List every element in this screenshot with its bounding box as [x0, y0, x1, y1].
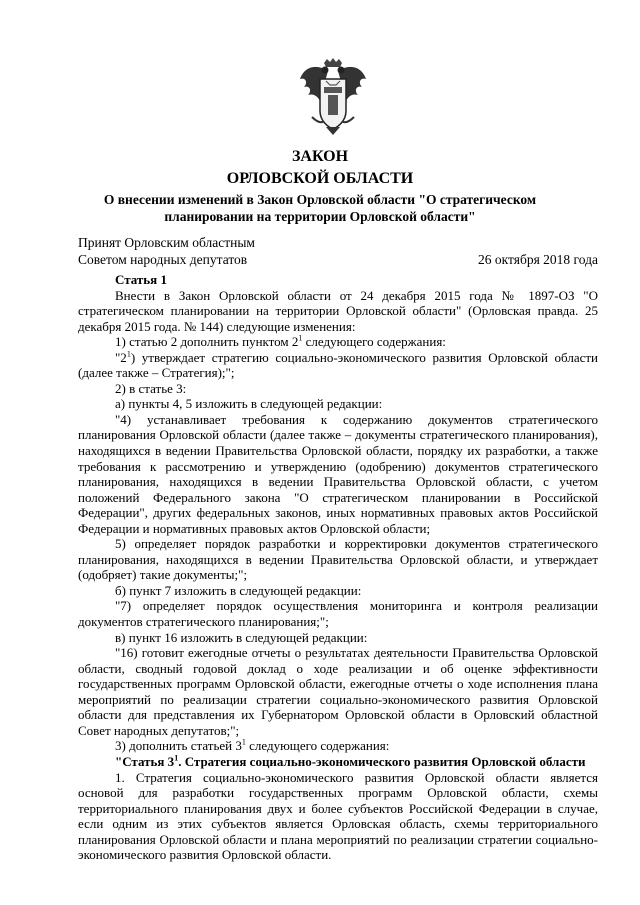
article-3-1-heading: "Статья $3^1$. Стратегия социально-экономического развития Орловской области	[115, 753, 586, 769]
paragraph: в) пункт 16 изложить в следующей редакции:	[115, 629, 368, 645]
paragraph: 3) дополнить статьей $3^1$ следующего содержания:	[115, 738, 390, 754]
paragraph: "7) определяет порядок осуществления мониторинга и контроля реализации документов стратегического планирования;";	[78, 598, 598, 630]
document-body	[78, 272, 598, 863]
law-title-region: ОРЛОВСКОЙ ОБЛАСТИ	[226, 170, 414, 187]
paragraph: "4) устанавливает требования к содержанию документов стратегического планирования Орловской области (далее также – документы стратегического планирования), находящихся в ведении Правительства Орловской области, порядку их разработки, а также требования к рассмотрению и утверждению (одобрению) документов стратегического планирования, находящихся в ведении Правительства Орловской области, с учетом положений Федерального закона "О стратегическом планировании в Российской Федерации", других федеральных законов, иных нормативных правовых актов Российской Федерации и нормативных правовых актов Орловской области;	[78, 411, 598, 536]
adoption-block	[78, 234, 598, 268]
law-subtitle: О внесении изменений в Закон Орловской области "О стратегическом планировании на территории Орловской области"	[103, 192, 537, 224]
article-heading: Статья 1	[115, 272, 167, 287]
article-intro: Внести в Закон Орловской области от 24 декабря 2015 года № 1897-ОЗ "О стратегическом планировании на территории Орловской области" (Орловская правда. 25 декабря 2015 года. № 144) следующие изменения:	[78, 287, 598, 334]
paragraph: "16) готовит ежегодные отчеты о результатах деятельности Правительства Орловской области, сводный годовой доклад о ходе реализации и об оценке эффективности государственных программ Орловской области, ежегодные отчеты о ходе исполнения плана мероприятий по реализации стратегии социально-экономического развития Орловской области для представления их Губернатором Орловской области в Орловский областной Совет народных депутатов;";	[78, 645, 598, 738]
paragraph: "$2^1$) утверждает стратегию социально-экономического развития Орловской области (далее также – Стратегия);";	[78, 349, 598, 381]
paragraph: а) пункты 4, 5 изложить в следующей редакции:	[115, 396, 383, 412]
adoption-date: 26 октября 2018 года	[478, 252, 598, 267]
paragraph: 5) определяет порядок разработки и корректировки документов стратегического планирования, находящихся в ведении Правительства Орловской области, и утверждает (одобряет) такие документы;";	[78, 536, 598, 583]
adoption-line-2: Советом народных депутатов	[78, 252, 248, 267]
paragraph: б) пункт 7 изложить в следующей редакции:	[115, 582, 362, 598]
law-title: ЗАКОН	[291, 148, 349, 165]
paragraph: 2) в статье 3:	[115, 380, 187, 396]
adoption-line-1: Принят Орловским областным	[78, 235, 255, 250]
paragraph: 1. Стратегия социально-экономического развития Орловской области является основой для разработки государственных программ Орловской области, схемы территориального планирования двух и более субъектов Российской Федерации в случае, если одним из этих субъектов является Орловская область, схемы территориального планирования Орловской области и плана мероприятий по реализации стратегии социально-экономического развития Орловской области.	[78, 769, 598, 863]
coat-of-arms-emblem	[298, 57, 368, 137]
paragraph: 1) статью 2 дополнить пунктом $2^1$ следующего содержания:	[115, 333, 446, 350]
